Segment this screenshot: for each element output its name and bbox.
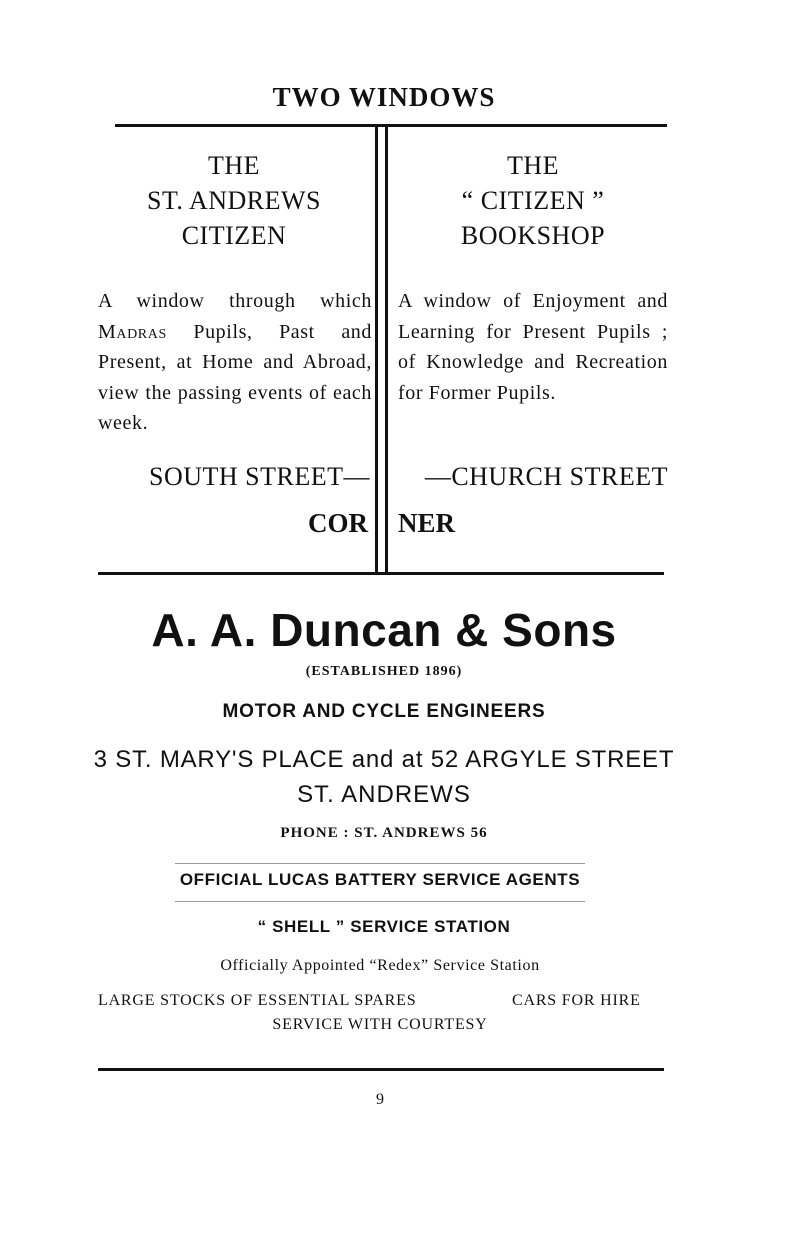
address-line-1: 3 ST. MARY'S PLACE and at 52 ARGYLE STREET <box>93 746 675 773</box>
right-title-line: “ CITIZEN ” <box>461 186 605 215</box>
address-line-2: ST. ANDREWS <box>297 781 471 808</box>
left-title-line: CITIZEN <box>181 221 287 250</box>
corner-right-half: NER <box>398 508 456 538</box>
left-title-line: ST. ANDREWS <box>146 186 322 215</box>
page-number: 9 <box>376 1091 384 1108</box>
right-title-line: BOOKSHOP <box>460 221 606 250</box>
thin-rule-lower <box>175 901 585 902</box>
right-street: —CHURCH STREET <box>424 462 668 491</box>
cars-for-hire: CARS FOR HIRE <box>512 992 641 1009</box>
corner-left-half: COR <box>308 508 368 538</box>
thin-rule-upper <box>175 863 585 864</box>
right-window-description: A window of Enjoyment and Learning for Present Pupils ; of Knowledge and Recreation for Former Pupils. <box>398 290 668 404</box>
redex-service-station: Officially Appointed “Redex” Service Station <box>220 957 540 974</box>
company-name: A. A. Duncan & Sons <box>151 604 617 656</box>
column-divider-right-line <box>385 126 388 572</box>
right-window-title <box>398 148 668 253</box>
left-title-line: THE <box>207 151 261 180</box>
lucas-agents: OFFICIAL LUCAS BATTERY SERVICE AGENTS <box>179 870 581 889</box>
established-year: (ESTABLISHED 1896) <box>305 664 463 679</box>
service-with-courtesy: SERVICE WITH COURTESY <box>272 1016 488 1033</box>
top-rule <box>115 124 667 127</box>
left-body-school-name: Madras <box>98 320 167 343</box>
left-window-title <box>98 148 370 253</box>
right-title-line: THE <box>506 151 560 180</box>
spares-text: LARGE STOCKS OF ESSENTIAL SPARES <box>98 992 417 1009</box>
bottom-rule <box>98 1068 664 1071</box>
left-window-description <box>98 286 372 439</box>
left-body-rest: Pupils, Past and Present, at Home and Abroad, view the passing events of each week. <box>98 320 372 434</box>
left-street: SOUTH STREET— <box>149 462 370 491</box>
left-body-prefix: A window through which <box>98 290 372 312</box>
middle-rule <box>98 572 664 575</box>
phone-number: PHONE : ST. ANDREWS 56 <box>280 825 488 841</box>
column-divider-left-line <box>375 126 378 572</box>
page-title: TWO WINDOWS <box>272 82 496 112</box>
shell-service-station: “ SHELL ” SERVICE STATION <box>257 917 511 936</box>
trade-description: MOTOR AND CYCLE ENGINEERS <box>222 701 546 722</box>
